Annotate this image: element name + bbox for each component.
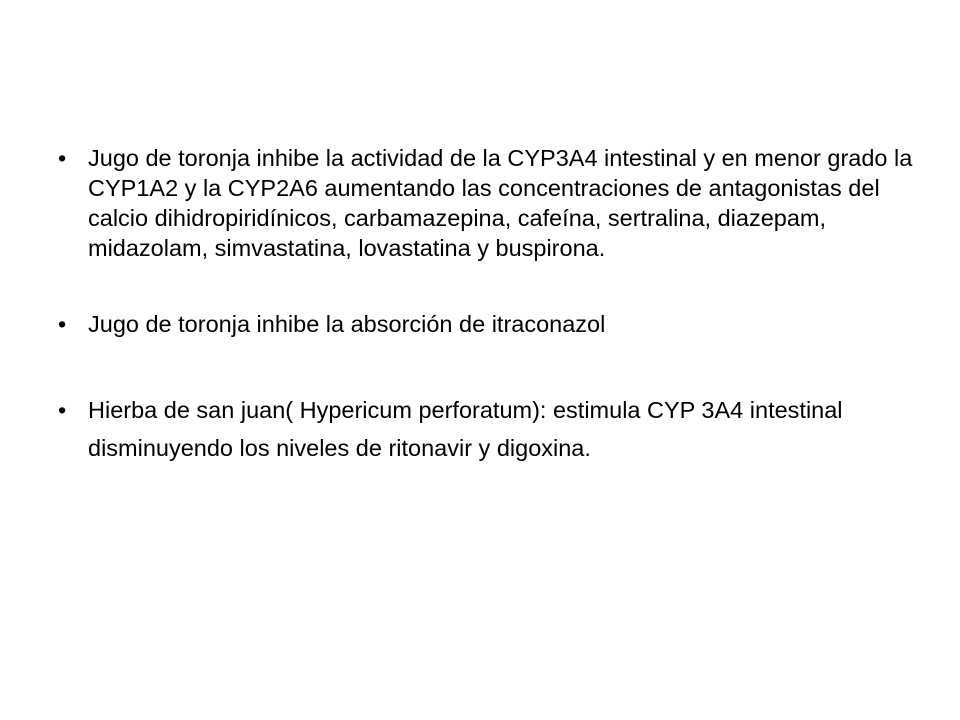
bullet-item-grapefruit-itraconazole: [58, 309, 918, 339]
bullet-item-st-johns-wort: [58, 391, 918, 467]
bullet-icon: •: [58, 397, 67, 423]
bullet-text: Hierba de san juan( Hypericum perforatum): estimula CYP 3A4 intestinal disminuyendo los niveles de ritonavir y digoxina.: [88, 397, 843, 461]
bullet-list: [58, 143, 918, 467]
bullet-text: Jugo de toronja inhibe la actividad de la CYP3A4 intestinal y en menor grado la CYP1A2 y la CYP2A6 aumentando las concentraciones de antagonistas del calcio dihidropiridínicos, carbamazepina, cafeína, sertralina, diazepam, midazolam, simvastatina, lovastatina y buspirona.: [88, 145, 913, 261]
bullet-text: Jugo de toronja inhibe la absorción de itraconazol: [88, 311, 606, 337]
bullet-icon: •: [58, 311, 67, 337]
bullet-item-grapefruit-cyp: [58, 143, 918, 263]
bullet-icon: •: [58, 145, 67, 171]
